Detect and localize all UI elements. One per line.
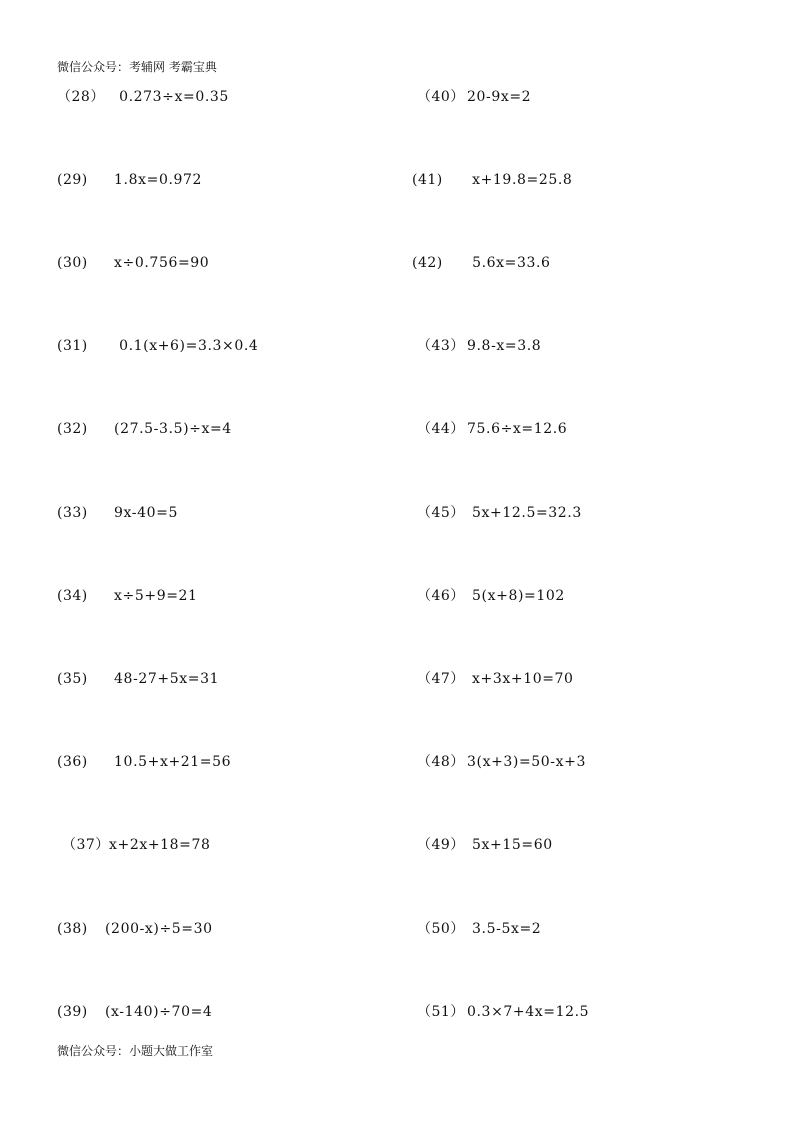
problem-43	[412, 336, 541, 356]
equation: 1.8x=0.972	[109, 172, 203, 188]
header-watermark: 微信公众号：考辅网 考霸宝典	[57, 60, 217, 74]
problem-37	[57, 835, 211, 855]
problem-number: （28）	[57, 89, 105, 105]
problem-number: （51）	[412, 1004, 465, 1020]
problem-36	[57, 752, 231, 772]
problem-number: (36)	[57, 754, 88, 770]
equation: (200-x)÷5=30	[105, 921, 213, 937]
problem-32	[57, 419, 232, 439]
problem-35	[57, 669, 219, 689]
problem-number: （49）	[412, 837, 465, 853]
problem-number: （47）	[412, 671, 465, 687]
equation: (27.5-3.5)÷x=4	[109, 421, 232, 437]
problem-33	[57, 503, 178, 523]
problem-41	[412, 170, 572, 190]
problem-number: (33)	[57, 505, 88, 521]
footer-watermark: 微信公众号：小题大做工作室	[57, 1044, 214, 1058]
equation: 5.6x=33.6	[462, 255, 551, 271]
problem-46	[412, 586, 565, 606]
equation: 5x+12.5=32.3	[467, 505, 582, 521]
problem-number: (29)	[57, 172, 88, 188]
equation: x+3x+10=70	[467, 671, 574, 687]
equation: x÷0.756=90	[109, 255, 210, 271]
problem-47	[412, 669, 574, 689]
problem-number: (38)	[57, 921, 88, 937]
equation: x÷5+9=21	[109, 588, 198, 604]
equation: 0.3×7+4x=12.5	[467, 1004, 590, 1020]
problem-48	[412, 752, 586, 772]
equation: 75.6÷x=12.6	[467, 421, 568, 437]
problem-40	[412, 87, 531, 107]
problem-number: (39)	[57, 1004, 88, 1020]
problem-number: （46）	[412, 588, 465, 604]
problem-45	[412, 503, 582, 523]
equation: 0.1(x+6)=3.3×0.4	[109, 338, 259, 354]
problem-number: (31)	[57, 338, 88, 354]
problem-30	[57, 253, 209, 273]
problem-number: (35)	[57, 671, 88, 687]
equation: 10.5+x+21=56	[109, 754, 232, 770]
problem-44	[412, 419, 567, 439]
problem-number: (30)	[57, 255, 88, 271]
equation: 0.273÷x=0.35	[109, 89, 229, 105]
problem-number: （37）	[57, 837, 110, 853]
problem-number: （45）	[412, 505, 465, 521]
equation: (x-140)÷70=4	[105, 1004, 213, 1020]
equation: 3(x+3)=50-x+3	[467, 754, 586, 770]
problem-number: (42)	[412, 255, 443, 271]
problem-number: （48）	[412, 754, 465, 770]
problem-28	[57, 87, 229, 107]
problem-49	[412, 835, 553, 855]
equation: 9.8-x=3.8	[467, 338, 542, 354]
problem-34	[57, 586, 198, 606]
equation: x+19.8=25.8	[462, 172, 573, 188]
equation: 20-9x=2	[467, 89, 532, 105]
equation: 9x-40=5	[109, 505, 178, 521]
problem-number: （40）	[412, 89, 465, 105]
problem-39	[57, 1002, 212, 1022]
equation: 48-27+5x=31	[109, 671, 220, 687]
problem-51	[412, 1002, 589, 1022]
problem-50	[412, 919, 541, 939]
problem-number: （43）	[412, 338, 465, 354]
problem-number: (41)	[412, 172, 443, 188]
equation: 3.5-5x=2	[467, 921, 542, 937]
equation: 5x+15=60	[467, 837, 553, 853]
problem-number: （50）	[412, 921, 465, 937]
problem-31	[57, 336, 258, 356]
problem-38	[57, 919, 213, 939]
equation: 5(x+8)=102	[467, 588, 565, 604]
problem-number: (34)	[57, 588, 88, 604]
problem-number: （44）	[412, 421, 465, 437]
equation: x+2x+18=78	[109, 837, 211, 853]
problem-29	[57, 170, 202, 190]
problem-number: (32)	[57, 421, 88, 437]
problem-42	[412, 253, 551, 273]
